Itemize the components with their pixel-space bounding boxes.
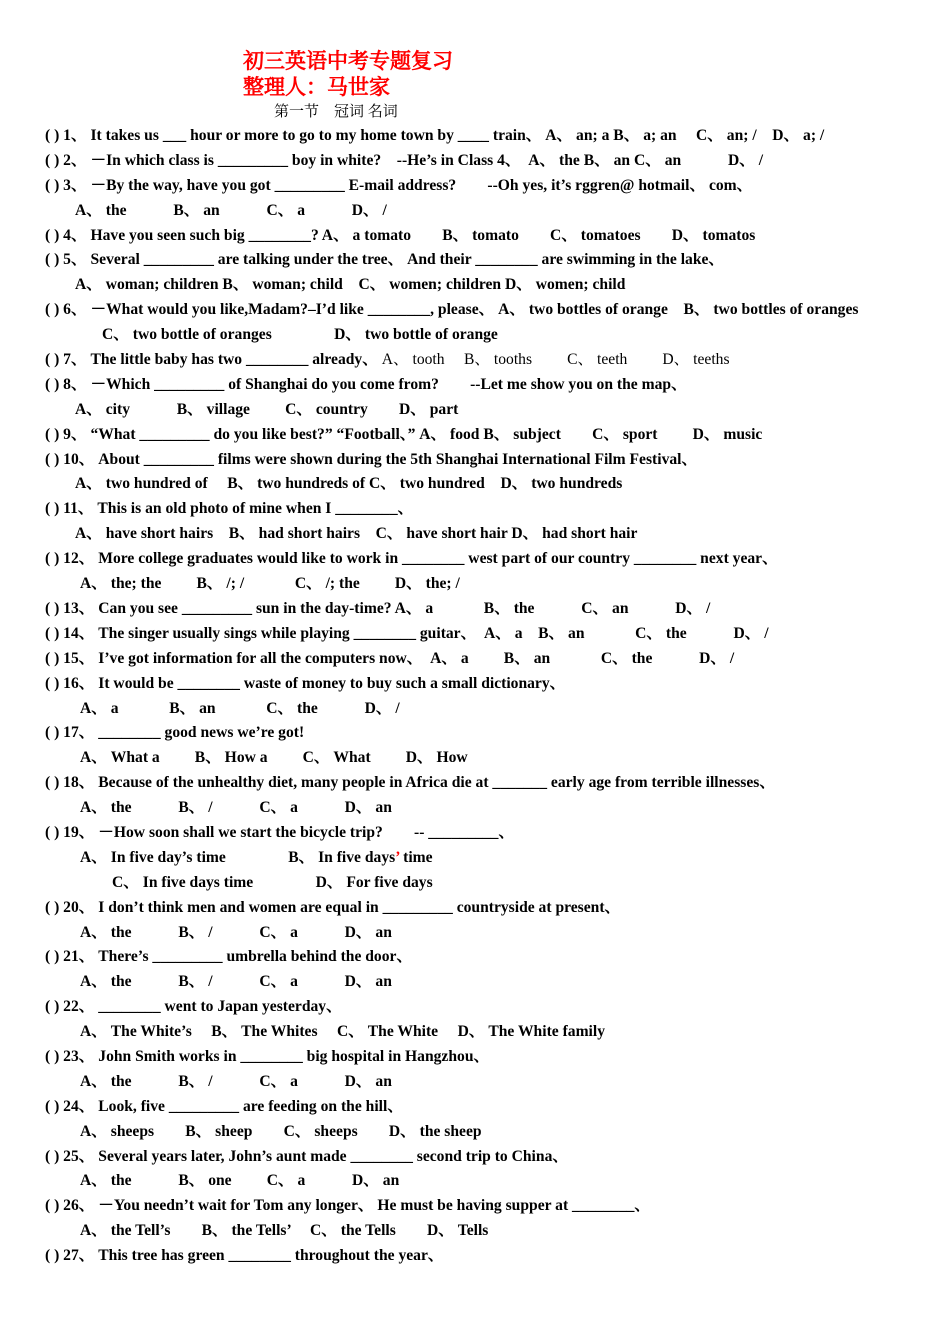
question-21-options: A、 the B、 / C、 a D、 an <box>80 973 392 991</box>
question-19-options-cd: C、 In five days time D、 For five days <box>112 873 433 891</box>
question-19-option-suffix: time <box>399 848 433 866</box>
question-6: ( ) 6、 －What would you like,Madam?–I’d like ________, please、 A、 two bottles of orange B、 two bottles of oranges <box>45 301 859 319</box>
question-25: ( ) 25、 Several years later, John’s aunt made ________ second trip to China、 <box>45 1147 568 1165</box>
author-line: 整理人：马世家 <box>243 75 390 99</box>
question-22: ( ) 22、 ________ went to Japan yesterday、 <box>45 998 342 1016</box>
question-17: ( ) 17、 ________ good news we’re got! <box>45 724 305 742</box>
question-17-options: A、 What a B、 How a C、 What D、 How <box>80 749 468 767</box>
question-19-option-text: A、 In five day’s time B、 In five days <box>80 848 396 866</box>
question-13: ( ) 13、 Can you see _________ sun in the day-time? A、 a B、 the C、 an D、 / <box>45 599 711 617</box>
question-9: ( ) 9、 “What _________ do you like best?” “Football、” A、 food B、 subject C、 sport D、 music <box>45 425 763 443</box>
question-5-options: A、 woman; children B、 woman; child C、 women; children D、 women; child <box>75 276 626 294</box>
question-1: ( ) 1、 It takes us ___ hour or more to go to my home town by ____ train、 A、 an; a B、 a; an C、 an; / D、 a; / <box>45 127 825 144</box>
question-18: ( ) 18、 Because of the unhealthy diet, many people in Africa die at _______ early age from terrible illnesses、 <box>45 774 775 792</box>
question-20-options: A、 the B、 / C、 a D、 an <box>80 923 392 941</box>
question-24: ( ) 24、 Look, five _________ are feeding on the hill、 <box>45 1097 403 1115</box>
question-19-options-ab <box>45 846 907 871</box>
question-5: ( ) 5、 Several _________ are talking under the tree、 And their ________ are swimming in the lake、 <box>45 251 725 269</box>
question-21: ( ) 21、 There’s _________ umbrella behind the door、 <box>45 948 413 966</box>
question-25-options: A、 the B、 one C、 a D、 an <box>80 1172 400 1190</box>
question-27: ( ) 27、 This tree has green ________ throughout the year、 <box>45 1247 444 1265</box>
question-7-stem: ( ) 7、 The little baby has two ________ already、 <box>45 351 378 369</box>
question-18-options: A、 the B、 / C、 a D、 an <box>80 799 392 817</box>
question-4: ( ) 4、 Have you seen such big ________? A、 a tomato B、 tomato C、 tomatoes D、 tomatos <box>45 226 756 244</box>
question-26: ( ) 26、 －You needn’t wait for Tom any longer、 He must be having supper at ________、 <box>45 1197 651 1215</box>
question-6-options: C、 two bottle of oranges D、 two bottle of orange <box>102 326 498 344</box>
question-23-options: A、 the B、 / C、 a D、 an <box>80 1072 392 1090</box>
question-23: ( ) 23、 John Smith works in ________ big hospital in Hangzhou、 <box>45 1047 490 1065</box>
document-title: 初三英语中考专题复习 <box>243 49 453 73</box>
red-apostrophe: ’ <box>395 848 400 866</box>
question-7 <box>45 348 907 373</box>
question-16: ( ) 16、 It would be ________ waste of money to buy such a small dictionary、 <box>45 674 566 692</box>
question-11: ( ) 11、 This is an old photo of mine when I ________、 <box>45 500 414 518</box>
question-19: ( ) 19、 －How soon shall we start the bicycle trip? -- _________、 <box>45 823 515 841</box>
question-24-options: A、 sheeps B、 sheep C、 sheeps D、 the sheep <box>80 1122 482 1140</box>
question-14: ( ) 14、 The singer usually sings while playing ________ guitar、 A、 a B、 an C、 the D、 / <box>45 624 769 642</box>
question-2: ( ) 2、 －In which class is _________ boy in white? --He’s in Class 4、 A、 the B、 an C、 an D、 / <box>45 151 764 169</box>
question-16-options: A、 a B、 an C、 the D、 / <box>80 699 400 717</box>
question-26-options: A、 the Tell’s B、 the Tells’ C、 the Tells D、 Tells <box>80 1222 489 1240</box>
question-10-options: A、 two hundred of B、 two hundreds of C、 two hundred D、 two hundreds <box>75 475 623 493</box>
question-11-options: A、 have short hairs B、 had short hairs C、 have short hair D、 had short hair <box>75 525 638 543</box>
question-7-options: A、 tooth B、 tooths C、 teeth D、 teeths <box>381 351 730 369</box>
question-12-options: A、 the; the B、 /; / C、 /; the D、 the; / <box>80 575 460 593</box>
question-list <box>45 124 907 1269</box>
question-3: ( ) 3、 －By the way, have you got _________ E-mail address? --Oh yes, it’s rggren@ hotmail、 com、 <box>45 176 753 194</box>
question-22-options: A、 The White’s B、 The Whites C、 The White D、 The White family <box>80 1023 606 1041</box>
section-heading: 第一节 冠词 名词 <box>274 104 398 120</box>
question-3-options: A、 the B、 an C、 a D、 / <box>75 201 387 219</box>
question-15: ( ) 15、 I’ve got information for all the computers now、 A、 a B、 an C、 the D、 / <box>45 649 735 667</box>
question-10: ( ) 10、 About _________ films were shown during the 5th Shanghai International Film Festival、 <box>45 450 698 468</box>
question-20: ( ) 20、 I don’t think men and women are equal in _________ countryside at present、 <box>45 898 621 916</box>
question-8: ( ) 8、 －Which _________ of Shanghai do you come from? --Let me show you on the map、 <box>45 375 687 393</box>
question-8-options: A、 city B、 village C、 country D、 part <box>75 400 459 418</box>
question-12: ( ) 12、 More college graduates would like to work in ________ west part of our country ________ next year、 <box>45 550 778 568</box>
